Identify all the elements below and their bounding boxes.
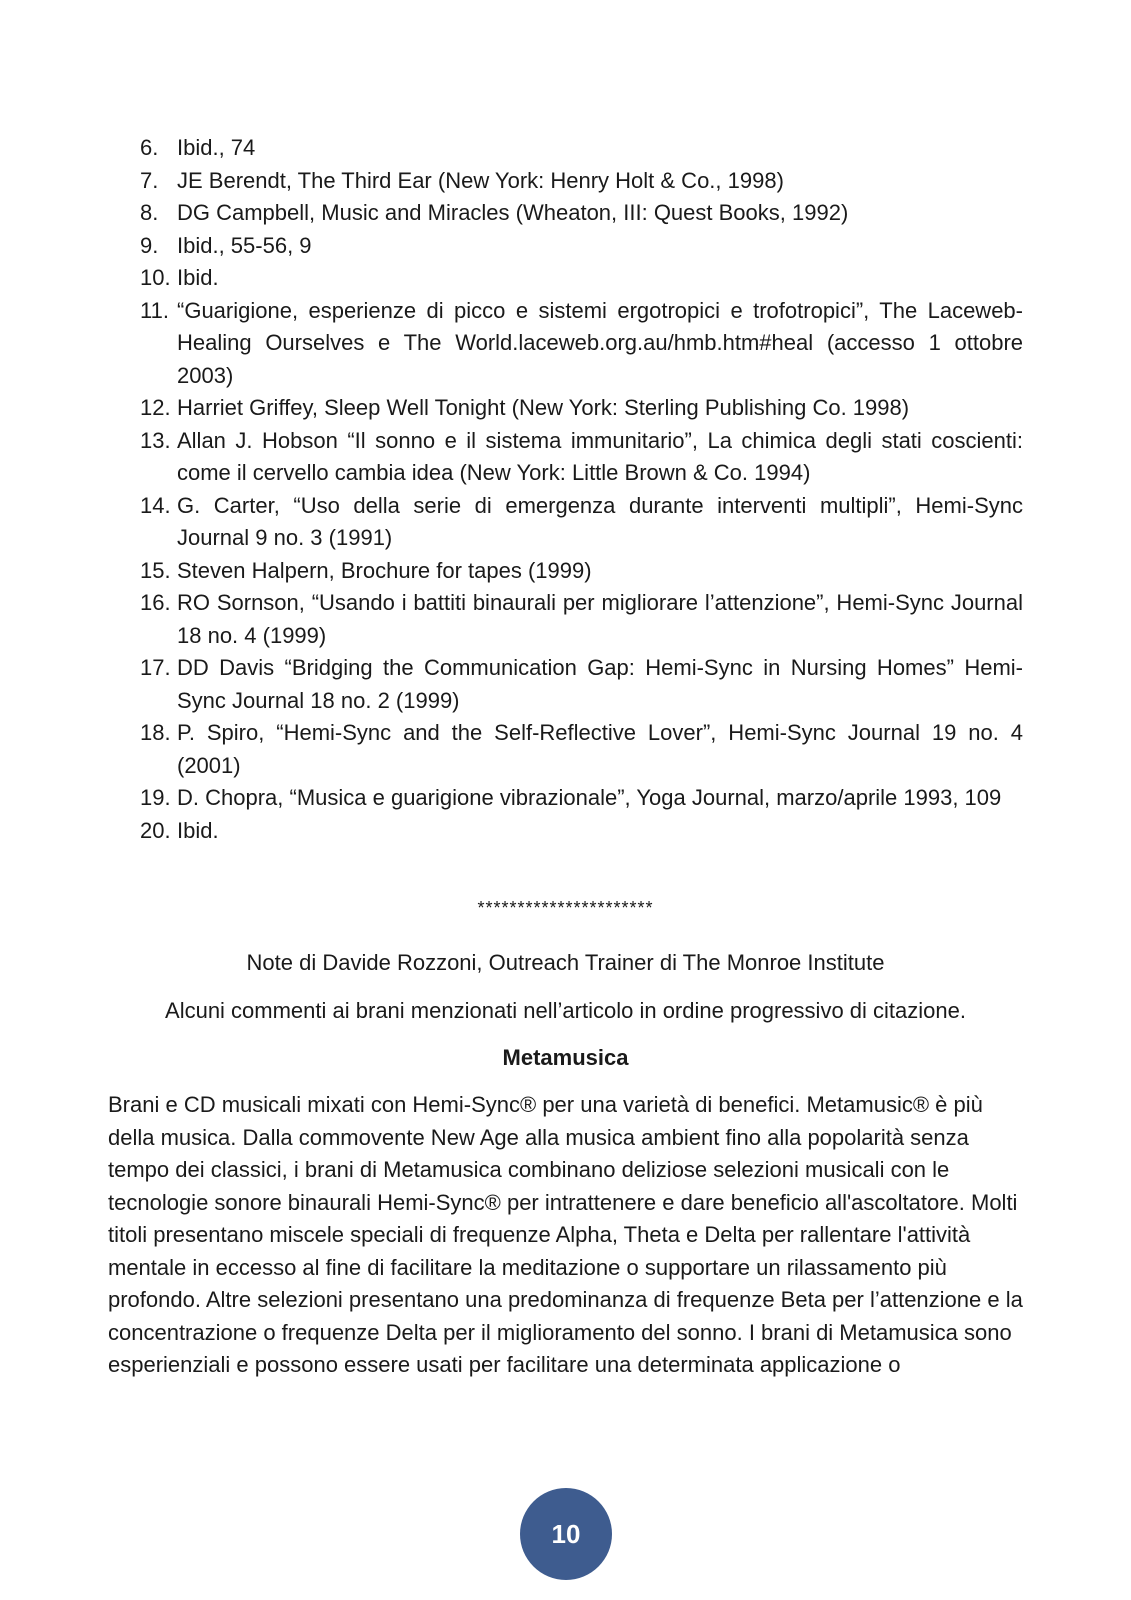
reference-number: 17. [140,655,171,680]
page-number-badge [520,1488,612,1580]
reference-text: P. Spiro, “Hemi-Sync and the Self-Reflective Lover”, Hemi-Sync Journal 19 no. 4 (2001) [177,720,1023,778]
reference-text: DD Davis “Bridging the Communication Gap: Hemi-Sync in Nursing Homes” Hemi-Sync Journal 18 no. 2 (1999) [177,655,1023,713]
reference-list [140,132,1023,847]
reference-number: 19. [140,785,171,810]
reference-number: 10. [140,265,171,290]
reference-text: Steven Halpern, Brochure for tapes (1999) [177,557,592,583]
body-paragraph: Brani e CD musicali mixati con Hemi-Sync® per una varietà di benefici. Metamusic® è più della musica. Dalla commovente New Age alla musica ambient fino alla popolarità senza tempo dei classici, i brani di Metamusica combinano deliziose selezioni musicali con le tecnologie sonore binaurali Hemi-Sync® per intrattenere e dare beneficio all'ascoltatore. Molti titoli presentano miscele speciali di frequenze Alpha, Theta e Delta per rallentare l'attività mentale in eccesso al fine di facilitare la meditazione o supportare un rilassamento più profondo. Altre selezioni presentano una predominanza di frequenze Beta per l’attenzione e la concentrazione o frequenze Delta per il miglioramento del sonno. I brani di Metamusica sono esperienziali e possono essere usati per facilitare una determinata applicazione o [108,1092,1023,1377]
reference-number: 18. [140,720,171,745]
reference-item [140,165,1023,198]
reference-item [140,295,1023,393]
reference-item [140,652,1023,717]
reference-number: 8. [140,200,159,225]
reference-item [140,262,1023,295]
reference-item [140,197,1023,230]
reference-text: JE Berendt, The Third Ear (New York: Henry Holt & Co., 1998) [177,167,784,193]
reference-text: Ibid., 74 [177,135,256,160]
reference-number: 9. [140,232,159,258]
reference-item [140,782,1023,815]
reference-item [140,815,1023,848]
reference-number: 16. [140,590,171,615]
reference-number: 14. [140,492,171,518]
reference-number: 15. [140,557,171,583]
reference-number: 13. [140,427,171,453]
reference-text: Allan J. Hobson “Il sonno e il sistema immunitario”, La chimica degli stati coscienti: come il cervello cambia idea (New York: Little Brown & Co. 1994) [177,427,1023,485]
reference-text: D. Chopra, “Musica e guarigione vibrazionale”, Yoga Journal, marzo/aprile 1993, 109 [177,785,1002,810]
reference-text: RO Sornson, “Usando i battiti binaurali per migliorare l’attenzione”, Hemi-Sync Journal 18 no. 4 (1999) [177,590,1023,648]
reference-text: G. Carter, “Uso della serie di emergenza durante interventi multipli”, Hemi-Sync Journal 9 no. 3 (1991) [177,492,1023,550]
notes-author-line: Note di Davide Rozzoni, Outreach Trainer di The Monroe Institute [246,950,885,975]
section-separator: ********************** [477,898,654,918]
page-number: 10 [551,1518,581,1549]
section-title: Metamusica [502,1045,629,1070]
reference-number: 20. [140,817,171,843]
reference-text: “Guarigione, esperienze di picco e sistemi ergotropici e trofotropici”, The Laceweb-Healing Ourselves e The World.laceweb.org.au/hmb.htm#heal (accesso 1 ottobre 2003) [177,297,1023,388]
reference-text: Ibid. [177,817,219,843]
reference-text: Harriet Griffey, Sleep Well Tonight (New York: Sterling Publishing Co. 1998) [177,395,910,420]
reference-number: 11. [140,297,169,323]
reference-item [140,717,1023,782]
reference-text: DG Campbell, Music and Miracles (Wheaton, III: Quest Books, 1992) [177,200,849,225]
reference-item [140,392,1023,425]
reference-number: 7. [140,167,159,193]
reference-item [140,132,1023,165]
reference-item [140,425,1023,490]
reference-item [140,230,1023,263]
reference-text: Ibid., 55-56, 9 [177,232,312,258]
notes-intro-line: Alcuni commenti ai brani menzionati nell’articolo in ordine progressivo di citazione. [165,998,966,1023]
reference-item [140,555,1023,588]
reference-text: Ibid. [177,265,219,290]
reference-number: 6. [140,135,159,160]
reference-number: 12. [140,395,171,420]
reference-item [140,490,1023,555]
reference-item [140,587,1023,652]
